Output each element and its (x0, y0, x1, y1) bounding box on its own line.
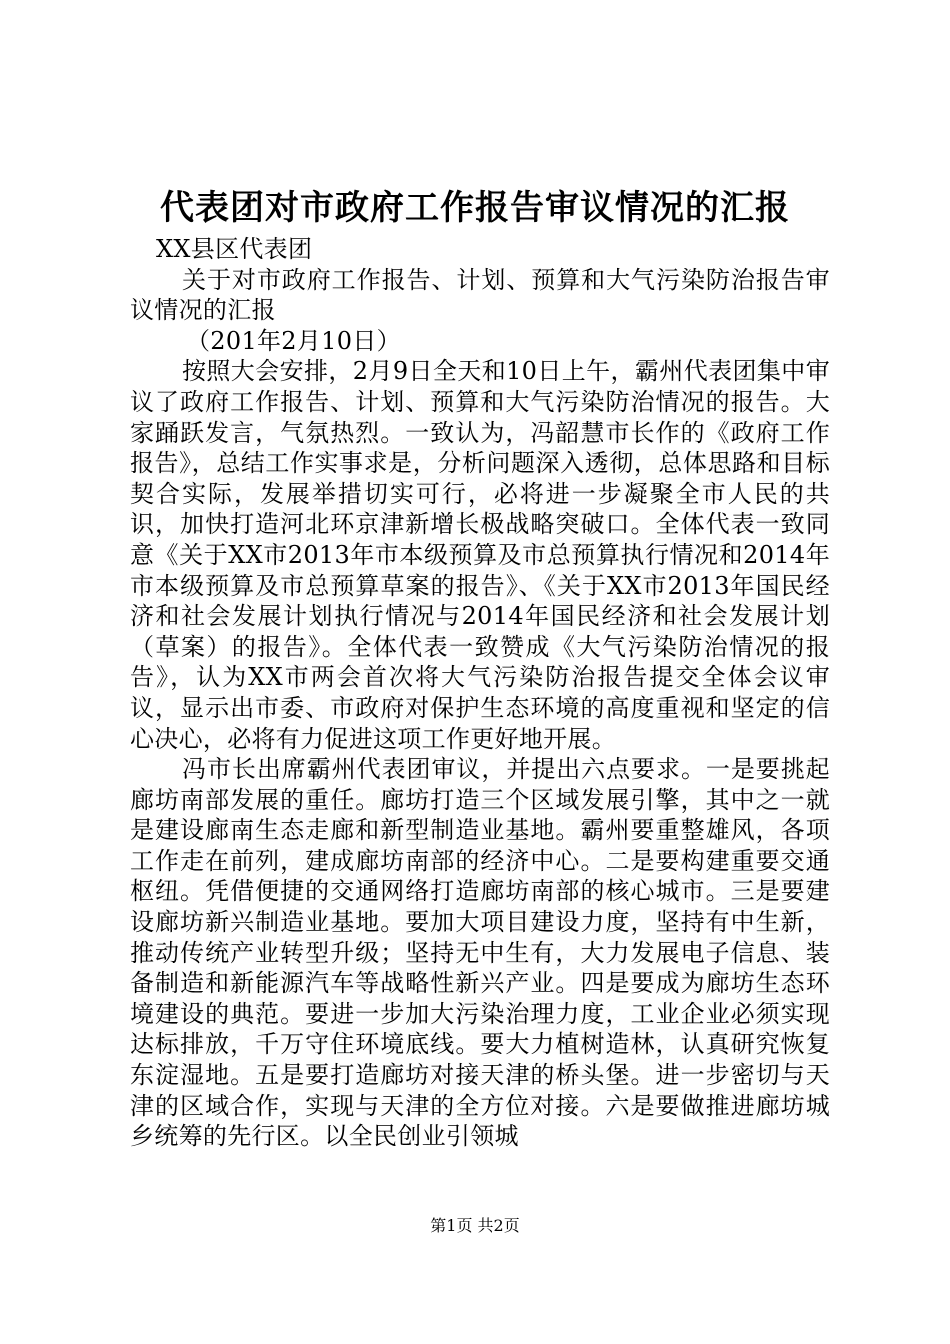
document-body (130, 234, 830, 1152)
subtitle-line: 关于对市政府工作报告、计划、预算和大气污染防治报告审议情况的汇报 (130, 265, 830, 325)
paragraph-1: 按照大会安排，2月9日全天和10日上午，霸州代表团集中审议了政府工作报告、计划、预算和大气污染防治情况的报告。大家踊跃发言，气氛热烈。一致认为，冯韶慧市长作的《政府工作报告》，总结工作实事求是，分析问题深入透彻，总体思路和目标契合实际，发展举措切实可行，必将进一步凝聚全市人民的共识，加快打造河北环京津新增长极战略突破口。全体代表一致同意《关于XX市2013年市本级预算及市总预算执行情况和2014年市本级预算及市总预算草案的报告》、《关于XX市2013年国民经济和社会发展计划执行情况与2014年国民经济和社会发展计划（草案）的报告》。全体代表一致赞成《大气污染防治情况的报告》，认为XX市两会首次将大气污染防治报告提交全体会议审议，显示出市委、市政府对保护生态环境的高度重视和坚定的信心决心，必将有力促进这项工作更好地开展。 (130, 357, 830, 753)
document-title: 代表团对市政府工作报告审议情况的汇报 (160, 188, 790, 228)
date-line: （201年2月10日） (186, 326, 401, 355)
page-footer: 第1页 共2页 (430, 1216, 520, 1235)
delegation-line: XX县区代表团 (156, 235, 313, 263)
paragraph-2: 冯市长出席霸州代表团审议，并提出六点要求。一是要挑起廊坊南部发展的重任。廊坊打造三个区域发展引擎，其中之一就是建设廊南生态走廊和新型制造业基地。霸州要重整雄风，各项工作走在前列，建成廊坊南部的经济中心。二是要构建重要交通枢纽。凭借便捷的交通网络打造廊坊南部的核心城市。三是要建设廊坊新兴制造业基地。要加大项目建设力度，坚持有中生新，推动传统产业转型升级；坚持无中生有，大力发展电子信息、装备制造和新能源汽车等战略性新兴产业。四是要成为廊坊生态环境建设的典范。要进一步加大污染治理力度，工业企业必须实现达标排放，千万守住环境底线。要大力植树造林，认真研究恢复东淀湿地。五是要打造廊坊对接天津的桥头堡。进一步密切与天津的区域合作，实现与天津的全方位对接。六是要做推进廊坊城乡统筹的先行区。以全民创业引领城 (130, 755, 830, 1151)
